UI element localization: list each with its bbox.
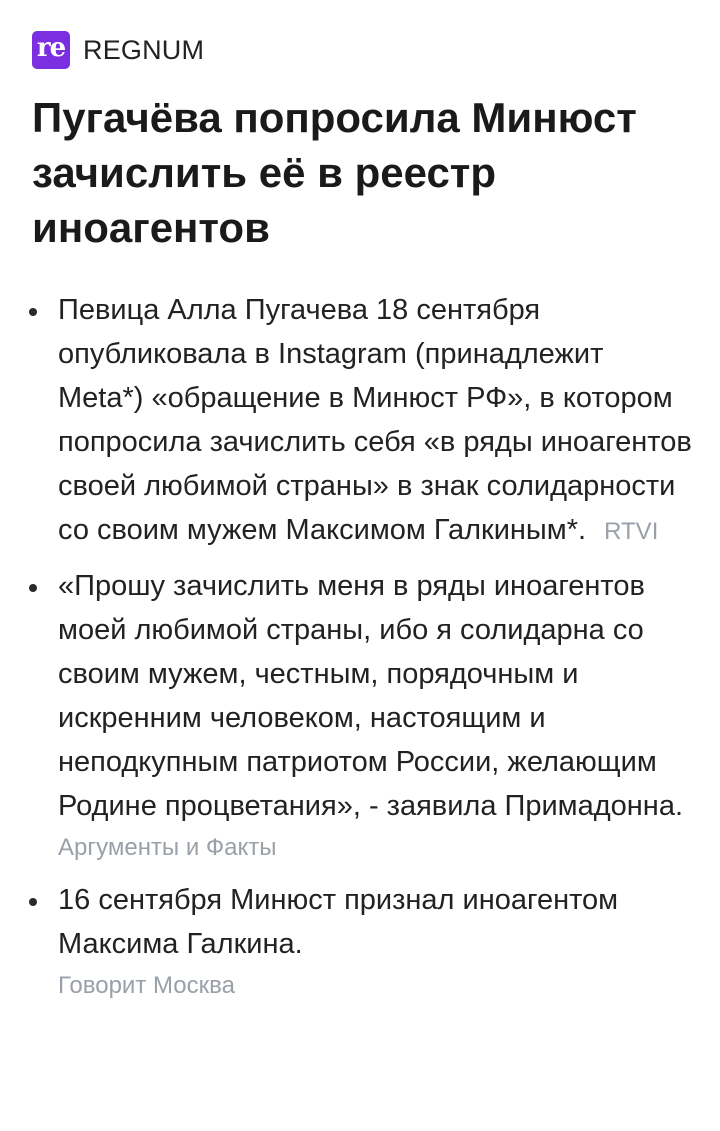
summary-text: 16 сентября Минюст признал иноагентом Максима Галкина.	[58, 884, 619, 960]
bullet-icon	[29, 898, 37, 906]
summary-text: «Прошу зачислить меня в ряды иноагентов моей любимой страны, ибо я солидарна со своим мужем, честным, порядочным и искренним человеком, настоящим и неподкупным патриотом России, желающим Родине процветания», - заявила Примадонна.	[58, 570, 684, 822]
bullet-icon	[29, 584, 37, 592]
source-header[interactable]	[32, 30, 204, 70]
source-link[interactable]: Аргументы и Факты	[58, 834, 277, 861]
regnum-logo-icon: re	[32, 31, 70, 69]
summary-item	[0, 878, 720, 1006]
source-link[interactable]: Говорит Москва	[58, 972, 235, 999]
summary-list	[0, 288, 720, 1016]
news-headline[interactable]: Пугачёва попросила Минюст зачислить её в реестр иноагентов	[32, 94, 637, 251]
summary-item	[0, 288, 720, 554]
source-link[interactable]: RTVI	[604, 518, 659, 545]
source-name[interactable]: REGNUM	[83, 34, 205, 65]
bullet-icon	[29, 308, 37, 316]
summary-text: Певица Алла Пугачева 18 сентября опубликовала в Instagram (принадлежит Meta*) «обращение в Минюст РФ», в котором попросила зачислить себя «в ряды иноагентов своей любимой страны» в знак солидарности со своим мужем Максимом Галкиным*.	[58, 294, 692, 546]
summary-item	[0, 564, 720, 868]
